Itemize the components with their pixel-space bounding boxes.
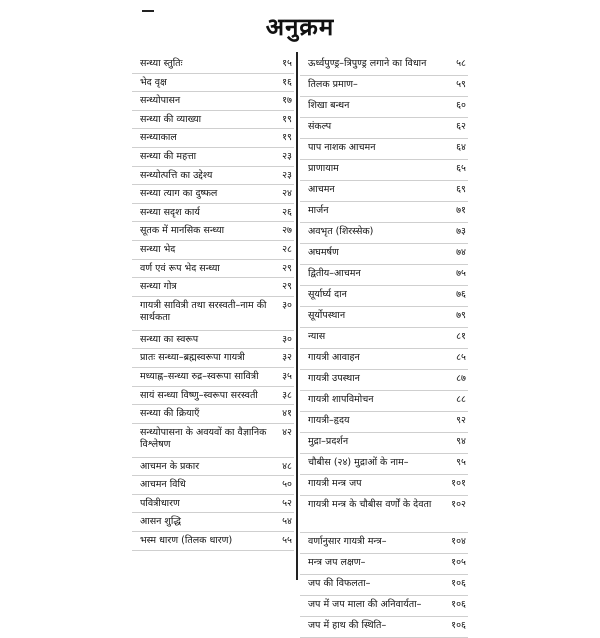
toc-entry-page: ९५ xyxy=(456,457,466,468)
toc-entry-page: १६ xyxy=(282,76,292,88)
toc-entry-page: ३५ xyxy=(282,370,292,382)
toc-entry-title: गायत्री आवाहन xyxy=(308,352,360,363)
toc-entry-title: सन्ध्या गोत्र xyxy=(140,281,177,293)
toc-entry xyxy=(300,596,468,617)
toc-entry-title: मुद्रा–प्रदर्शन xyxy=(308,436,349,447)
toc-entry-page: २९ xyxy=(282,281,292,293)
toc-entry-page: ७९ xyxy=(456,310,466,321)
toc-entry-title: अघमर्षण xyxy=(308,247,339,258)
toc-entry xyxy=(300,533,468,554)
toc-entry xyxy=(132,111,294,130)
toc-entry xyxy=(300,554,468,575)
toc-entry-page: १९ xyxy=(282,132,292,144)
toc-entry-title: प्राणायाम xyxy=(308,163,339,174)
toc-entry-page: ४१ xyxy=(282,408,292,420)
toc-entry-title: आचमन xyxy=(308,184,335,195)
toc-right-column xyxy=(300,55,468,638)
toc-entry-title: सन्ध्योत्पत्ति का उद्देश्य xyxy=(140,169,213,181)
toc-entry xyxy=(132,495,294,514)
toc-entry-page: ७५ xyxy=(456,268,466,279)
toc-entry-page: १०५ xyxy=(451,557,466,568)
toc-entry-page: १९ xyxy=(282,113,292,125)
toc-entry xyxy=(132,458,294,477)
toc-entry-title: गायत्री मन्त्र जप xyxy=(308,478,362,489)
toc-entry-page: १०२ xyxy=(451,499,466,510)
toc-entry xyxy=(300,475,468,496)
toc-entry xyxy=(132,513,294,532)
toc-entry xyxy=(300,328,468,349)
column-divider xyxy=(296,52,298,580)
toc-entry-title: संकल्प xyxy=(308,121,332,132)
toc-entry-title: ऊर्ध्वपुण्ड्र–त्रिपुण्ड्र लगाने का विधान xyxy=(308,58,427,69)
toc-entry xyxy=(300,139,468,160)
page-title: अनुक्रम xyxy=(265,13,335,41)
toc-entry-page: ३२ xyxy=(282,352,292,364)
toc-entry-page: २७ xyxy=(282,225,292,237)
toc-entry xyxy=(132,368,294,387)
toc-entry xyxy=(132,204,294,223)
toc-entry-page: १०६ xyxy=(451,620,466,631)
toc-entry-page: २४ xyxy=(282,188,292,200)
toc-entry-title: शिखा बन्धन xyxy=(308,100,350,111)
toc-entry xyxy=(300,307,468,328)
toc-entry-page: ५२ xyxy=(282,497,292,509)
toc-entry-page: ९२ xyxy=(456,415,466,426)
toc-entry-title: सन्ध्योपासन xyxy=(140,95,181,107)
toc-entry xyxy=(300,223,468,244)
toc-entry-page: २९ xyxy=(282,262,292,274)
toc-entry-page: ८७ xyxy=(456,373,466,384)
toc-entry xyxy=(132,331,294,350)
toc-entry xyxy=(300,391,468,412)
toc-entry-title: अवभृत (शिरस्सेक) xyxy=(308,226,374,237)
toc-entry-title: सायं सन्ध्या विष्णु–स्वरूपा सरस्वती xyxy=(140,389,258,401)
toc-entry xyxy=(300,370,468,391)
toc-entry xyxy=(132,424,294,458)
toc-entry-page: ६९ xyxy=(456,184,466,195)
toc-left-column xyxy=(132,55,294,551)
toc-entry xyxy=(132,349,294,368)
toc-entry-title: द्वितीय–आचमन xyxy=(308,268,361,279)
toc-entry-title: आचमन विधि xyxy=(140,479,186,491)
toc-entry-title: सूर्योपस्थान xyxy=(308,310,346,321)
toc-entry-title: जप में जप माला की अनिवार्यता– xyxy=(308,599,422,610)
toc-entry-page: ४२ xyxy=(282,426,292,438)
toc-entry-page: ३० xyxy=(282,299,292,311)
toc-entry-title: सन्ध्या त्याग का दुष्फल xyxy=(140,188,218,200)
toc-entry xyxy=(300,76,468,97)
toc-entry-title: पवित्रीधारण xyxy=(140,497,180,509)
toc-entry-title: सन्ध्या की व्याख्या xyxy=(140,113,202,125)
toc-entry-title: मध्याह्न–सन्ध्या रुद्र–स्वरूपा सावित्री xyxy=(140,370,259,382)
toc-entry-page: ६४ xyxy=(456,142,466,153)
toc-entry-page: ५९ xyxy=(456,79,466,90)
toc-entry-page: २६ xyxy=(282,206,292,218)
toc-entry-title: गायत्री सावित्री तथा सरस्वती–नाम की सार्थकता xyxy=(140,299,267,323)
toc-entry-title: प्रातः सन्ध्या–ब्रह्मस्वरूपा गायत्री xyxy=(140,352,245,364)
toc-entry-page: ६५ xyxy=(456,163,466,174)
toc-entry-page: १५ xyxy=(282,58,292,69)
toc-entry-page: ७३ xyxy=(456,226,466,237)
toc-entry-page: ५४ xyxy=(282,516,292,528)
toc-entry xyxy=(132,222,294,241)
toc-entry-title: मार्जन xyxy=(308,205,329,216)
toc-entry-title: सन्ध्या भेद xyxy=(140,243,176,255)
toc-entry-title: भेद वृक्ष xyxy=(140,76,167,88)
toc-entry-page: २३ xyxy=(282,169,292,181)
toc-entry-page: ६० xyxy=(456,100,466,111)
toc-entry xyxy=(132,532,294,551)
toc-entry xyxy=(132,260,294,279)
toc-entry-page: २३ xyxy=(282,150,292,162)
toc-entry xyxy=(132,387,294,406)
toc-entry-title: गायत्री शापविमोचन xyxy=(308,394,374,405)
toc-entry xyxy=(132,278,294,297)
toc-entry xyxy=(300,617,468,638)
toc-entry-page: ३० xyxy=(282,333,292,345)
toc-entry-title: सन्ध्या की महत्ता xyxy=(140,150,197,162)
toc-entry xyxy=(300,454,468,475)
toc-entry-title: तिलक प्रमाण– xyxy=(308,79,358,90)
toc-entry-page: ७६ xyxy=(456,289,466,300)
toc-entry-title: सन्ध्या का स्वरूप xyxy=(140,333,199,345)
toc-entry xyxy=(300,286,468,307)
toc-entry xyxy=(132,297,294,331)
toc-entry xyxy=(300,181,468,202)
toc-entry-page: ८५ xyxy=(456,352,466,363)
toc-entry xyxy=(132,476,294,495)
toc-entry-page: ८८ xyxy=(456,394,466,405)
toc-entry-title: आसन शुद्धि xyxy=(140,516,181,528)
toc-entry xyxy=(300,496,468,533)
toc-entry-page: ९४ xyxy=(456,436,466,447)
toc-entry-title: सन्ध्योपासना के अवयवों का वैज्ञानिक विश्लेषण xyxy=(140,426,267,450)
toc-entry xyxy=(300,433,468,454)
toc-entry xyxy=(300,244,468,265)
toc-entry-title: सन्ध्या की क्रियाएँ xyxy=(140,408,200,420)
toc-entry-title: आचमन के प्रकार xyxy=(140,460,200,472)
toc-entry-page: ३८ xyxy=(282,389,292,401)
toc-entry xyxy=(300,118,468,139)
toc-entry-title: गायत्री–हृदय xyxy=(308,415,350,426)
toc-entry-page: २८ xyxy=(282,243,292,255)
toc-entry-page: ६२ xyxy=(456,121,466,132)
toc-entry-page: ५५ xyxy=(282,535,292,547)
toc-entry xyxy=(132,241,294,260)
toc-entry xyxy=(300,202,468,223)
toc-entry-page: ७१ xyxy=(456,205,466,216)
toc-entry-title: पाप नाशक आचमन xyxy=(308,142,376,153)
toc-entry-page: ५० xyxy=(282,479,292,491)
toc-entry-title: वर्णानुसार गायत्री मन्त्र– xyxy=(308,536,387,547)
toc-entry xyxy=(132,55,294,74)
toc-entry xyxy=(300,55,468,76)
toc-entry-page: ७४ xyxy=(456,247,466,258)
toc-entry-title: सन्ध्याकाल xyxy=(140,132,177,144)
toc-entry-title: गायत्री मन्त्र के चौबीस वर्णों के देवता xyxy=(308,499,432,510)
toc-entry-page: १०६ xyxy=(451,578,466,589)
toc-entry xyxy=(300,265,468,286)
toc-entry xyxy=(300,160,468,181)
toc-entry xyxy=(132,185,294,204)
toc-entry xyxy=(132,405,294,424)
toc-entry xyxy=(132,129,294,148)
toc-entry-page: १०४ xyxy=(451,536,466,547)
toc-entry-page: ५८ xyxy=(456,58,466,69)
toc-entry xyxy=(132,74,294,93)
toc-entry-page: १७ xyxy=(282,95,292,107)
toc-entry-title: जप में हाथ की स्थिति– xyxy=(308,620,387,631)
toc-entry-title: सन्ध्या स्तुतिः xyxy=(140,58,183,69)
toc-entry xyxy=(300,349,468,370)
toc-entry-title: मन्त्र जप लक्षण– xyxy=(308,557,366,568)
toc-entry xyxy=(132,148,294,167)
toc-entry-title: न्यास xyxy=(308,331,326,342)
toc-entry-title: जप की विफलता– xyxy=(308,578,371,589)
toc-entry xyxy=(132,167,294,186)
toc-entry xyxy=(132,92,294,111)
toc-entry xyxy=(300,97,468,118)
toc-entry-page: ४८ xyxy=(282,460,292,472)
toc-entry-title: वर्ण एवं रूप भेद सन्ध्या xyxy=(140,262,220,274)
toc-entry-page: ८१ xyxy=(456,331,466,342)
toc-entry-title: भस्म धारण (तिलक धारण) xyxy=(140,535,233,547)
toc-entry xyxy=(300,575,468,596)
toc-entry-title: सूतक में मानसिक सन्ध्या xyxy=(140,225,225,237)
toc-entry-page: १०६ xyxy=(451,599,466,610)
toc-entry-title: चौबीस (२४) मुद्राओं के नाम– xyxy=(308,457,409,468)
toc-entry-page: १०१ xyxy=(451,478,466,489)
toc-entry-title: सूर्यार्घ्य दान xyxy=(308,289,347,300)
toc-entry xyxy=(300,412,468,433)
toc-entry-title: गायत्री उपस्थान xyxy=(308,373,360,384)
toc-entry-title: सन्ध्या सदृश कार्य xyxy=(140,206,200,218)
